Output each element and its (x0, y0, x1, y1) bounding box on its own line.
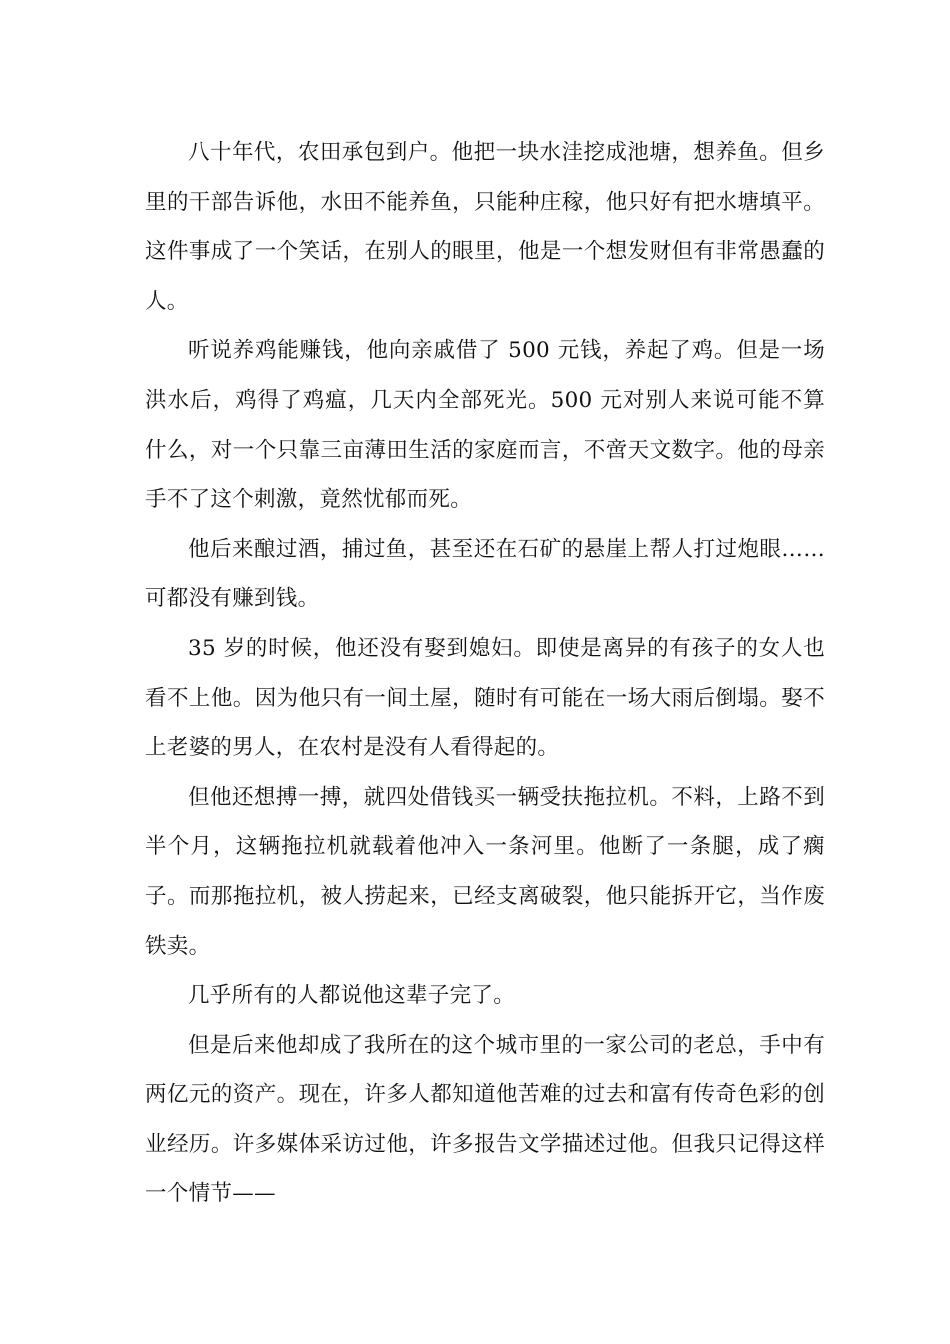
document-body (145, 128, 825, 1219)
paragraph-everyone-said: 几乎所有的人都说他这辈子完了。 (188, 983, 516, 1009)
paragraph-tractor: 但他还想搏一搏，就四处借钱买一辆受扶拖拉机。不料，上路不到半个月，这辆拖拉机就载着他冲入一条河里。他断了一条腿，成了瘸子。而那拖拉机，被人捞起来，已经支离破裂，他只能拆开它，当作废铁卖。 (145, 784, 825, 959)
paragraph-odd-jobs: 他后来酿过酒，捕过鱼，甚至还在石矿的悬崖上帮人打过炮眼……可都没有赚到钱。 (145, 536, 825, 612)
paragraph-fish-pond: 八十年代，农田承包到户。他把一块水洼挖成池塘，想养鱼。但乡里的干部告诉他，水田不能养鱼，只能种庄稼，他只好有把水塘填平。这件事成了一个笑话，在别人的眼里，他是一个想发财但有非常愚蠢的人。 (145, 140, 825, 314)
paragraph-age-35: 35 岁的时候，他还没有娶到媳妇。即使是离异的有孩子的女人也看不上他。因为他只有一间土屋，随时有可能在一场大雨后倒塌。娶不上老婆的男人，在农村是没有人看得起的。 (145, 635, 825, 761)
paragraph-chickens: 听说养鸡能赚钱，他向亲戚借了 500 元钱，养起了鸡。但是一场洪水后，鸡得了鸡瘟，几天内全部死光。500 元对别人来说可能不算什么，对一个只靠三亩薄田生活的家庭而言，不啻天文数字。他的母亲手不了这个刺激，竟然忧郁而死。 (145, 338, 825, 513)
paragraph-success: 但是后来他却成了我所在的这个城市里的一家公司的老总，手中有两亿元的资产。现在，许多人都知道他苦难的过去和富有传奇色彩的创业经历。许多媒体采访过他，许多报告文学描述过他。但我只记得这样一个情节—— (145, 1032, 825, 1207)
